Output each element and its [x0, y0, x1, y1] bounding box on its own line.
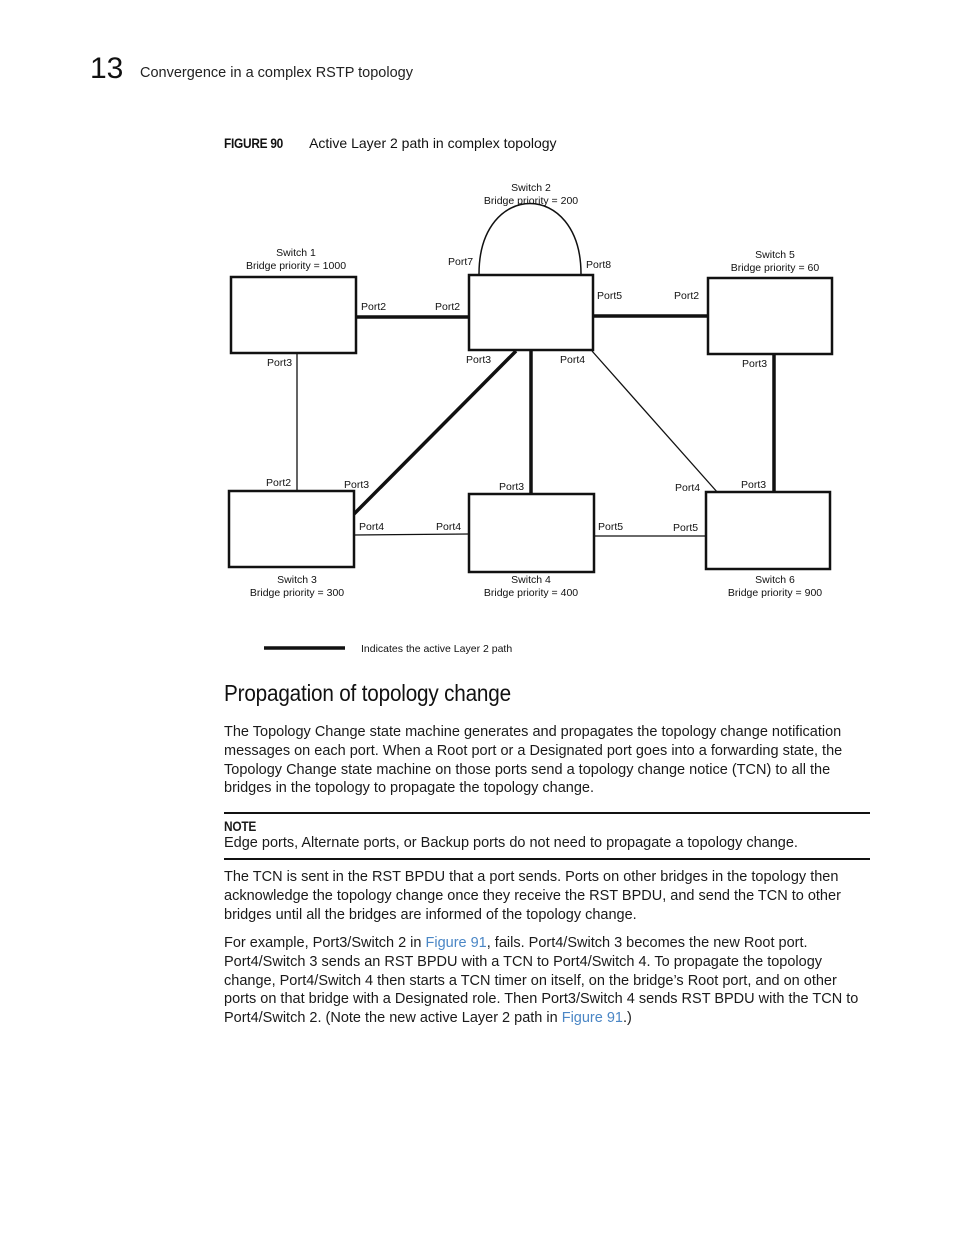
figure-91-link[interactable]: Figure 91	[425, 935, 487, 951]
port-label: Port2	[266, 477, 292, 489]
port-label: Port3	[741, 479, 767, 491]
port-label: Port4	[675, 482, 701, 494]
switch5-name: Switch 5	[755, 249, 795, 261]
switch1-box	[231, 277, 356, 353]
switch6-box	[706, 492, 830, 569]
port-label: Port5	[597, 290, 623, 302]
chapter-title: Convergence in a complex RSTP topology	[140, 65, 413, 81]
switch5-box	[708, 278, 832, 354]
port-label: Port4	[436, 521, 462, 533]
switch2-name: Switch 2	[511, 182, 551, 194]
switch6-name: Switch 6	[755, 574, 795, 586]
figure-91-link[interactable]: Figure 91	[561, 1010, 623, 1027]
note-text: Edge ports, Alternate ports, or Backup ports do not need to propagate a topology change.	[224, 835, 798, 851]
switch3-priority: Bridge priority = 300	[249, 587, 345, 599]
paragraph-3-text-2: , fails. Port4/Switch 3 becomes the new Root port. Port4/Switch 3 sends an RST BPDU with a TCN to Port4/Switch 4. To propagate the topology change, Port4/Switch 4 then starts a TCN timer on itself, on the bridge’s Root port, and on other ports on that bridge with a Designated role. Then Port3/Switch 4 sends RST BPDU with the TCN to Port4/Switch 2. (Note the new active Layer 2 path in	[224, 935, 859, 1027]
port-label: Port8	[586, 259, 612, 271]
port-label: Port4	[560, 354, 586, 366]
link-s2-s6	[592, 351, 718, 493]
switch3-name: Switch 3	[277, 574, 317, 586]
port-label: Port3	[267, 357, 293, 369]
port-label: Port2	[674, 290, 700, 302]
figure-caption-text: Active Layer 2 path in complex topology	[309, 135, 557, 151]
switch5-priority: Bridge priority = 60	[730, 262, 820, 274]
link-s3-s4	[354, 534, 469, 535]
port-label: Port5	[673, 522, 699, 534]
port-label: Port4	[359, 521, 385, 533]
paragraph-3-text-1: For example, Port3/Switch 2 in	[224, 935, 426, 951]
switch4-box	[469, 494, 594, 572]
port-label: Port2	[361, 301, 387, 313]
note-label: NOTE	[224, 818, 257, 834]
paragraph-3-text-3: .)	[622, 1010, 632, 1027]
legend-text: Indicates the active Layer 2 path	[361, 643, 513, 655]
port-label: Port3	[344, 479, 370, 491]
paragraph-1: The Topology Change state machine generates and propagates the topology change notification messages on each port. When a Root port or a Designated port goes into a forwarding state, the Topology Change state machine on those ports send a topology change notice (TCN) to all the bridges in the topology to propagate the topology change.	[224, 724, 843, 797]
switch3-box	[229, 491, 354, 567]
paragraph-3	[224, 934, 870, 1028]
switch1-priority: Bridge priority = 1000	[245, 260, 347, 272]
paragraph-2: The TCN is sent in the RST BPDU that a port sends. Ports on other bridges in the topology then acknowledge the topology change once they receive the RST BPDU, and send the TCN to other bridges until all the bridges are informed of the topology change.	[224, 869, 841, 923]
port-label: Port7	[448, 256, 474, 268]
switch6-priority: Bridge priority = 900	[727, 587, 823, 599]
figure-label: FIGURE 90	[224, 136, 284, 151]
port-label: Port3	[742, 358, 768, 370]
port-label: Port5	[598, 521, 624, 533]
chapter-number: 13	[90, 52, 124, 85]
switch1-name: Switch 1	[276, 247, 316, 259]
switch4-name: Switch 4	[511, 574, 551, 586]
port-label: Port3	[499, 481, 525, 493]
port-label: Port3	[466, 354, 492, 366]
port-label: Port2	[435, 301, 461, 313]
switch2-loop-link	[479, 204, 581, 275]
switch2-box	[469, 275, 593, 350]
link-s2-s3-active	[354, 351, 516, 514]
switch4-priority: Bridge priority = 400	[483, 587, 579, 599]
note-box	[224, 812, 870, 860]
section-heading: Propagation of topology change	[224, 680, 511, 706]
switch2-priority: Bridge priority = 200	[483, 195, 579, 207]
